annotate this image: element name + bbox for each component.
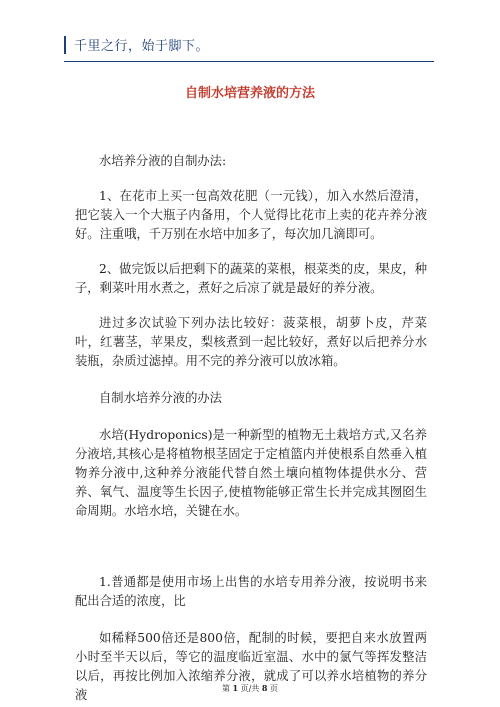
- footer-prefix: 第: [221, 684, 230, 693]
- paragraph-method-1: 1、在花市上买一包高效花肥（一元钱），加入水然后澄清，把它装入一个大瓶子内备用，个人觉得比花市上卖的花卉养分液好。注重哦，千万别在水培中加多了，每次加几滴即可。: [75, 189, 427, 241]
- document-body: [75, 152, 427, 705]
- footer-page-number: 1: [232, 683, 239, 693]
- paragraph-intro: 水培养分液的自制办法:: [99, 154, 227, 168]
- footer-suffix: 页: [270, 684, 279, 693]
- header-accent-bar: [64, 36, 66, 54]
- paragraph-step-1: 1.普通都是使用市场上出售的水培专用养分液，按说明书来配出合适的浓度，比: [75, 575, 427, 608]
- paragraph-experiment: 进过多次试验下列办法比较好：菠菜根，胡萝卜皮，芹菜叶，红薯茎，苹果皮，梨核煮到一起比较好，煮好以后把养分水装瓶，杂质过滤掉。用不完的养分液可以放冰箱。: [75, 316, 427, 368]
- footer-total-pages: 8: [261, 683, 268, 693]
- page-footer: [0, 683, 500, 694]
- footer-middle: 页/共: [240, 684, 260, 693]
- paragraph-subheading: 自制水培养分液的办法: [99, 391, 222, 405]
- paragraph-dilution: 如稀释500倍还是800倍，配制的时候，要把自来水放置两小时至半天以后，等它的温度临近室温、水中的氯气等挥发整洁以后，再按比例加入浓缩养分液，就成了可以养水培植物的养分液: [75, 631, 427, 702]
- page-header: [64, 34, 434, 58]
- paragraph-method-2: 2、做完饭以后把剩下的蔬菜的菜根，根菜类的皮，果皮，种子，剩菜叶用水煮之，煮好之后凉了就是最好的养分液。: [75, 262, 427, 295]
- header-motto: 千里之行，始于脚下。: [74, 39, 210, 54]
- document-title: 自制水培营养液的方法: [184, 86, 315, 101]
- paragraph-hydroponics: 水培(Hydroponics)是一种新型的植物无土栽培方式,又名养分液培,其核心是将植物根茎固定于定植篮内并使根系自然垂入植物养分液中,这种养分液能代替自然土壤向植物体提供水分、营养、氧气、温度等生长因子,使植物能够正常生长并完成其囫囵生命周期。水培水培，关键在水。: [75, 428, 427, 518]
- header-divider: [64, 61, 434, 62]
